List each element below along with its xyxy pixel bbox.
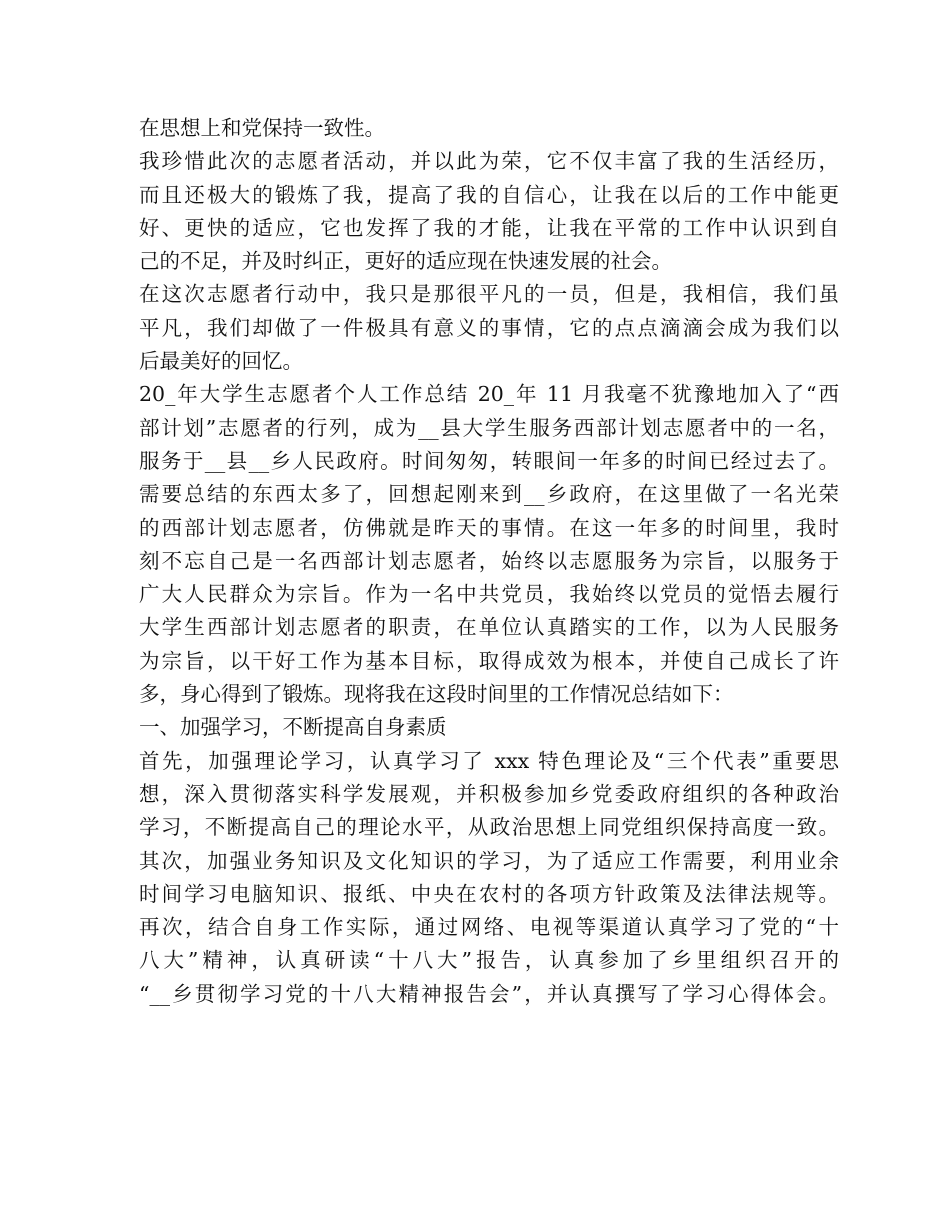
text-line: 再次，结合自身工作实际，通过网络、电视等渠道认真学习了党的“十 — [139, 915, 839, 940]
text-line: 服务于__县__乡人民政府。时间匆匆，转眼间一年多的时间已经过去了。 — [139, 448, 839, 473]
text-line: 20_年大学生志愿者个人工作总结 20_年 11 月我毫不犹豫地加入了“西 — [139, 382, 839, 407]
document-body — [139, 112, 839, 1011]
text-line: 为宗旨，以干好工作为基本目标，取得成效为根本，并使自己成长了许 — [139, 648, 839, 673]
text-line: 平凡，我们却做了一件极具有意义的事情，它的点点滴滴会成为我们以 — [139, 315, 839, 340]
text-line: 想，深入贯彻落实科学发展观，并积极参加乡党委政府组织的各种政治 — [139, 781, 839, 806]
text-line: 部计划”志愿者的行列，成为__县大学生服务西部计划志愿者中的一名， — [139, 415, 839, 440]
text-line: 的西部计划志愿者，仿佛就是昨天的事情。在这一年多的时间里，我时 — [139, 515, 839, 540]
text-line: “__乡贯彻学习党的十八大精神报告会”，并认真撰写了学习心得体会。 — [139, 981, 839, 1006]
text-line: 广大人民群众为宗旨。作为一名中共党员，我始终以党员的觉悟去履行 — [139, 582, 839, 607]
text-line: 学习，不断提高自己的理论水平，从政治思想上同党组织保持高度一致。 — [139, 815, 839, 840]
text-line: 八大”精神，认真研读“十八大”报告，认真参加了乡里组织召开的 — [139, 948, 839, 973]
text-line: 需要总结的东西太多了，回想起刚来到__乡政府，在这里做了一名光荣 — [139, 482, 839, 507]
text-line: 其次，加强业务知识及文化知识的学习，为了适应工作需要，利用业余 — [139, 848, 839, 873]
text-line: 在思想上和党保持一致性。 — [139, 116, 385, 140]
text-line: 后最美好的回忆。 — [139, 349, 303, 374]
text-line: 时间学习电脑知识、报纸、中央在农村的各项方针政策及法律法规等。 — [139, 881, 839, 906]
text-line: 己的不足，并及时纠正，更好的适应现在快速发展的社会。 — [139, 249, 672, 274]
text-line: 在这次志愿者行动中，我只是那很平凡的一员，但是，我相信，我们虽 — [139, 282, 839, 307]
section-heading: 一、加强学习，不断提高自身素质 — [139, 715, 447, 740]
text-line: 我珍惜此次的志愿者活动，并以此为荣，它不仅丰富了我的生活经历， — [139, 149, 839, 174]
text-line: 多，身心得到了锻炼。现将我在这段时间里的工作情况总结如下： — [139, 682, 734, 707]
text-line: 首先，加强理论学习，认真学习了 xxx 特色理论及“三个代表”重要思 — [139, 748, 839, 773]
text-line: 而且还极大的锻炼了我，提高了我的自信心，让我在以后的工作中能更 — [139, 182, 839, 207]
text-line: 刻不忘自己是一名西部计划志愿者，始终以志愿服务为宗旨，以服务于 — [139, 548, 839, 573]
text-line: 大学生西部计划志愿者的职责，在单位认真踏实的工作，以为人民服务 — [139, 615, 839, 640]
text-line: 好、更快的适应，它也发挥了我的才能，让我在平常的工作中认识到自 — [139, 215, 839, 240]
